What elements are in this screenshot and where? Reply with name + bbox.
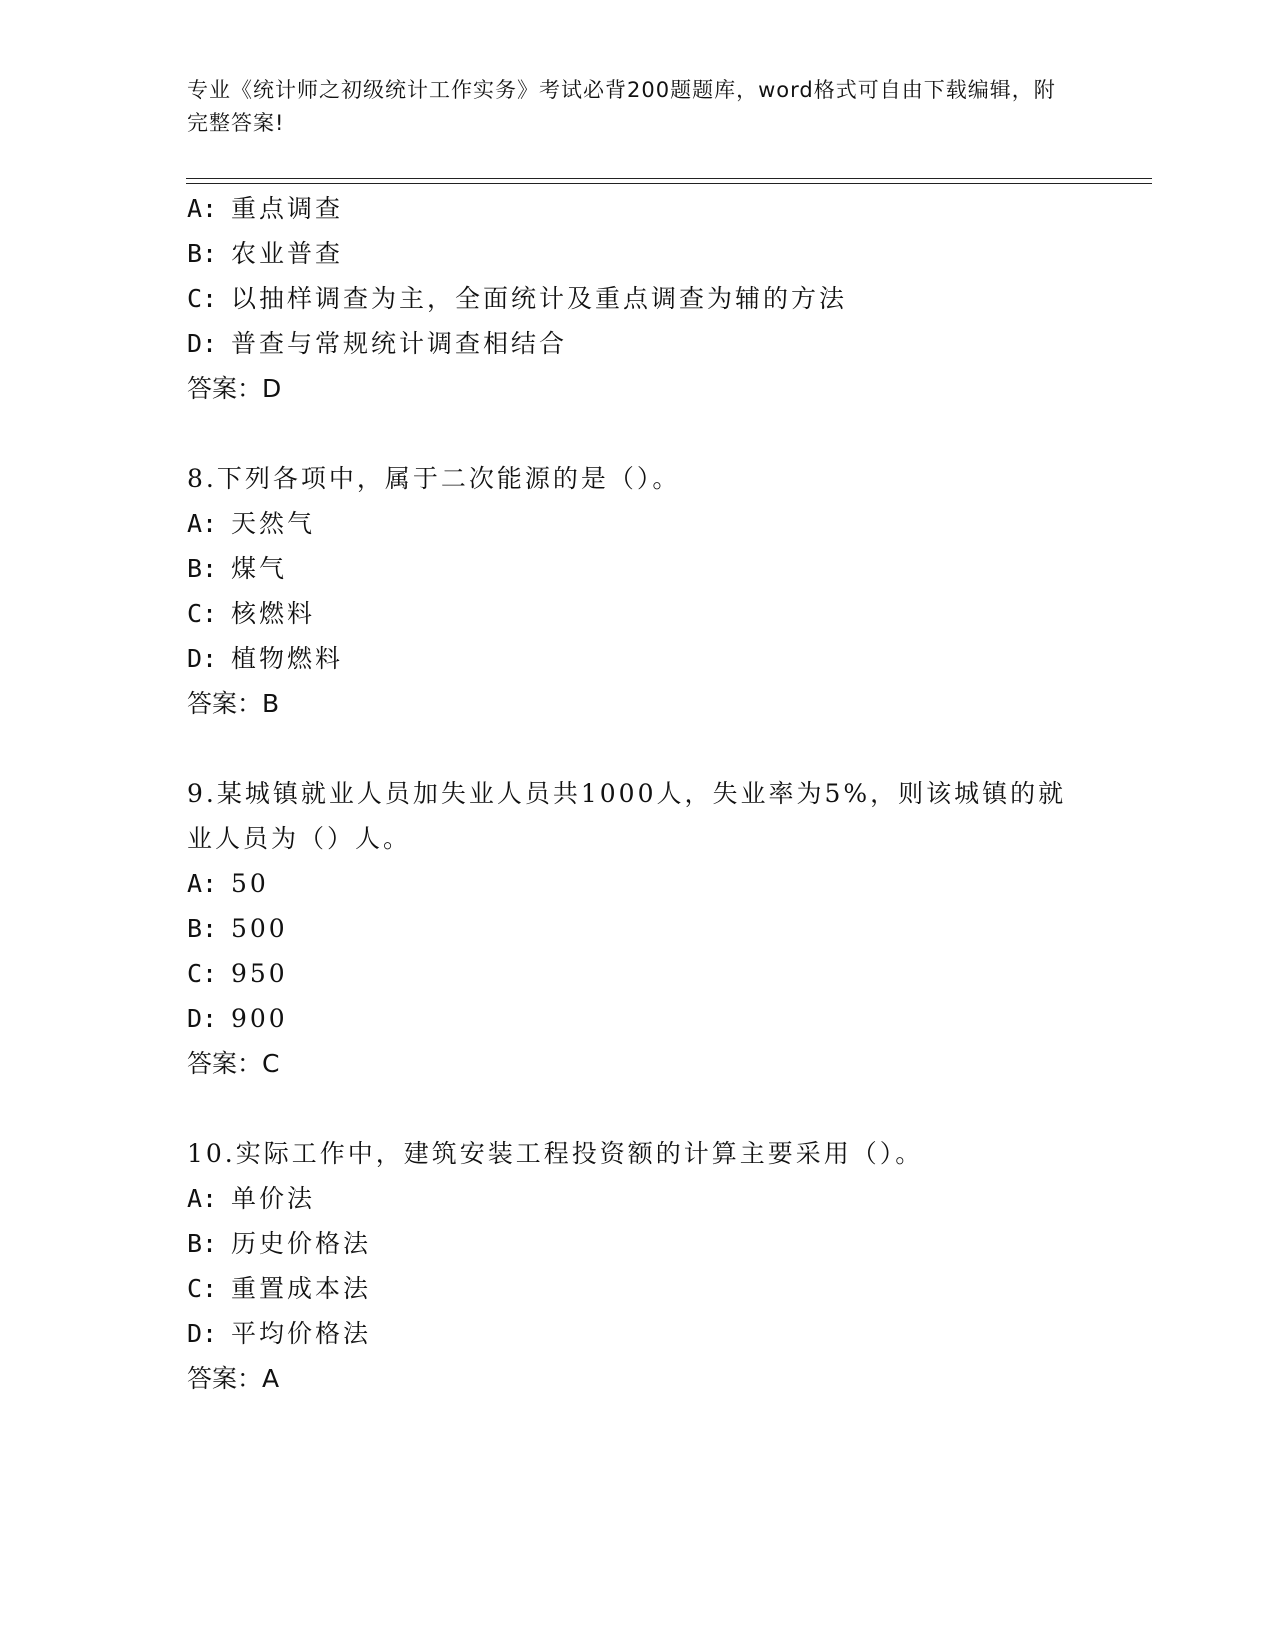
- option-key: A:: [187, 509, 218, 538]
- option-key: D:: [187, 644, 218, 673]
- option-text: 重点调查: [231, 194, 344, 223]
- q7-option-d: [187, 329, 567, 359]
- option-text: 以抽样调查为主，全面统计及重点调查为辅的方法: [231, 284, 848, 313]
- option-text: 单价法: [231, 1184, 316, 1213]
- q7-option-b: [187, 239, 343, 269]
- q9-option-a: [187, 869, 269, 899]
- option-key: D:: [187, 329, 218, 358]
- q7-option-a: [187, 194, 343, 224]
- option-key: C:: [187, 284, 218, 313]
- option-text: 950: [231, 959, 288, 988]
- option-key: A:: [187, 1184, 218, 1213]
- option-text: 平均价格法: [231, 1319, 372, 1348]
- option-key: C:: [187, 959, 218, 988]
- option-text: 500: [231, 914, 288, 943]
- option-text: 普查与常规统计调查相结合: [231, 329, 568, 358]
- header-divider-top: [186, 178, 1152, 179]
- header-divider-bottom: [186, 183, 1152, 184]
- q8-option-c: [187, 599, 315, 629]
- option-text: 核燃料: [231, 599, 316, 628]
- option-text: 900: [231, 1004, 288, 1033]
- q9-option-c: [187, 959, 288, 989]
- q10-option-b: [187, 1229, 371, 1259]
- q9-title: 9.某城镇就业人员加失业人员共1000人，失业率为5%，则该城镇的就业人员为（）人。: [187, 779, 1067, 853]
- option-key: B:: [187, 554, 218, 583]
- option-key: A:: [187, 194, 218, 223]
- q8-option-d: [187, 644, 343, 674]
- q8-option-a: [187, 509, 315, 539]
- option-text: 50: [231, 869, 269, 898]
- q7-answer: 答案：D: [187, 374, 282, 403]
- q7-option-c: [187, 284, 847, 314]
- q10-option-c: [187, 1274, 371, 1304]
- option-text: 天然气: [231, 509, 316, 538]
- option-text: 重置成本法: [231, 1274, 372, 1303]
- option-key: A:: [187, 869, 218, 898]
- option-key: D:: [187, 1004, 218, 1033]
- q10-answer: 答案：A: [187, 1364, 280, 1393]
- q9-option-b: [187, 914, 288, 944]
- option-key: B:: [187, 239, 218, 268]
- q9-answer: 答案：C: [187, 1049, 280, 1078]
- q9-option-d: [187, 1004, 288, 1034]
- option-text: 煤气: [231, 554, 288, 583]
- option-key: C:: [187, 599, 218, 628]
- document-intro: 专业《统计师之初级统计工作实务》考试必背200题题库，word格式可自由下载编辑，附完整答案!: [187, 78, 1056, 135]
- option-text: 植物燃料: [231, 644, 344, 673]
- q10-option-d: [187, 1319, 371, 1349]
- option-key: C:: [187, 1274, 218, 1303]
- option-key: D:: [187, 1319, 218, 1348]
- option-key: B:: [187, 1229, 218, 1258]
- option-key: B:: [187, 914, 218, 943]
- q10-option-a: [187, 1184, 315, 1214]
- q8-answer: 答案：B: [187, 689, 280, 718]
- q10-title: 10.实际工作中，建筑安装工程投资额的计算主要采用（）。: [187, 1139, 924, 1168]
- q8-option-b: [187, 554, 287, 584]
- option-text: 历史价格法: [231, 1229, 372, 1258]
- q8-title: 8.下列各项中，属于二次能源的是（）。: [187, 464, 681, 493]
- option-text: 农业普查: [231, 239, 344, 268]
